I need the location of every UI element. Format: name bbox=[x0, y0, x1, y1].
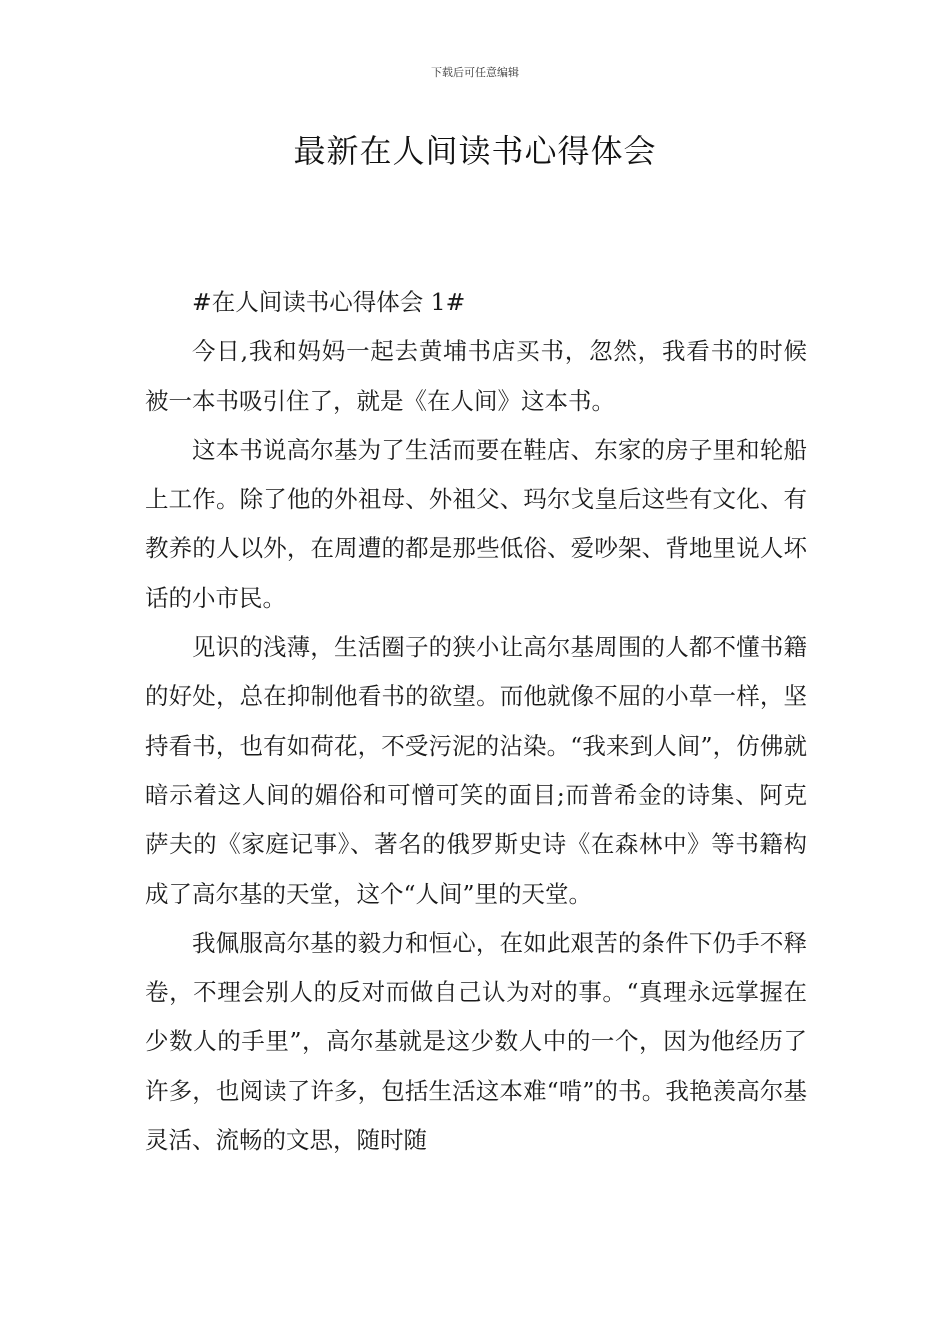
section-heading: #在人间读书心得体会 1# bbox=[192, 288, 466, 316]
paragraph: 今日,我和妈妈一起去黄埔书店买书，忽然，我看书的时候被一本书吸引住了，就是《在人间》这本书。 bbox=[145, 337, 807, 415]
document-body bbox=[145, 278, 807, 1165]
paragraph: 我佩服高尔基的毅力和恒心，在如此艰苦的条件下仍手不释卷，不理会别人的反对而做自己认为对的事。“真理永远掌握在少数人的手里”，高尔基就是这少数人中的一个，因为他经历了许多，也阅读了许多，包括生活这本难“啃”的书。我艳羡高尔基灵活、流畅的文思，随时随 bbox=[145, 928, 807, 1155]
paragraph: 这本书说高尔基为了生活而要在鞋店、东家的房子里和轮船上工作。除了他的外祖母、外祖父、玛尔戈皇后这些有文化、有教养的人以外，在周遭的都是那些低俗、爱吵架、背地里说人坏话的小市民。 bbox=[145, 435, 807, 612]
header-note: 下载后可任意编辑 bbox=[431, 66, 519, 79]
page-title: 最新在人间读书心得体会 bbox=[293, 132, 657, 170]
paragraph: 见识的浅薄，生活圈子的狭小让高尔基周围的人都不懂书籍的好处，总在抑制他看书的欲望。而他就像不屈的小草一样，坚持看书，也有如荷花，不受污泥的沾染。“我来到人间”，仿佛就暗示着这人间的媚俗和可憎可笑的面目;而普希金的诗集、阿克萨夫的《家庭记事》、著名的俄罗斯史诗《在森林中》等书籍构成了高尔基的天堂，这个“人间”里的天堂。 bbox=[145, 633, 807, 908]
